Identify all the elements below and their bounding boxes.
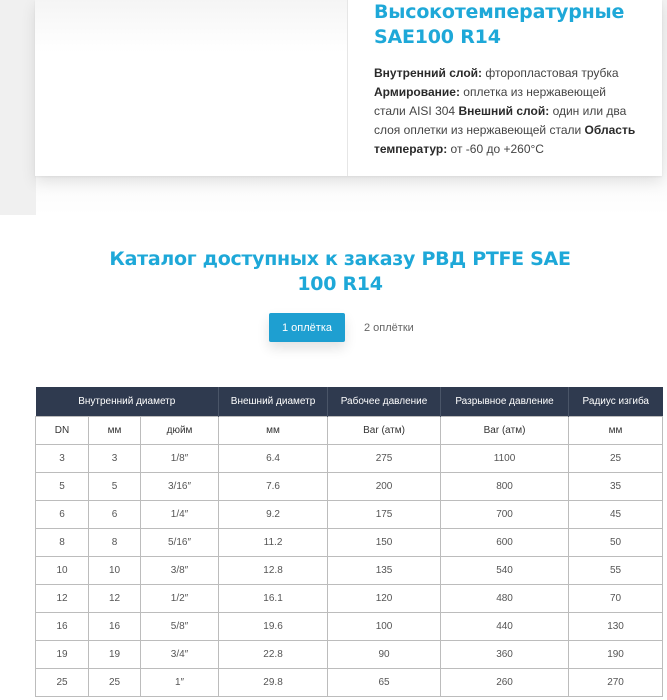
spec-value-temperature: от -60 до +260°C (447, 142, 544, 156)
cell-mm: 16 (89, 612, 141, 640)
cell-outer: 6.4 (219, 444, 328, 472)
unit-dn: DN (36, 416, 89, 444)
cell-burst: 600 (441, 528, 569, 556)
cell-dn: 16 (36, 612, 89, 640)
cell-mm: 6 (89, 500, 141, 528)
cell-mm: 10 (89, 556, 141, 584)
cell-mm: 25 (89, 668, 141, 696)
cell-dn: 19 (36, 640, 89, 668)
cell-working: 135 (328, 556, 441, 584)
cell-outer: 12.8 (219, 556, 328, 584)
product-card-body (348, 0, 662, 176)
table-units-row (36, 416, 663, 444)
header-working-pressure: Рабочее давление (328, 387, 441, 416)
cell-mm: 12 (89, 584, 141, 612)
cell-inch: 3/4″ (141, 640, 219, 668)
tab-2-braids[interactable]: 2 оплётки (364, 321, 414, 334)
cell-outer: 19.6 (219, 612, 328, 640)
table-row (36, 500, 663, 528)
cell-burst: 800 (441, 472, 569, 500)
cell-inch: 5/16″ (141, 528, 219, 556)
cell-dn: 8 (36, 528, 89, 556)
cell-working: 120 (328, 584, 441, 612)
header-burst-pressure: Разрывное давление (441, 387, 569, 416)
unit-mm: мм (89, 416, 141, 444)
braid-tabs (269, 313, 414, 342)
background-shade-left (0, 0, 36, 215)
unit-outer-mm: мм (219, 416, 328, 444)
cell-burst: 440 (441, 612, 569, 640)
cell-inch: 1/8″ (141, 444, 219, 472)
product-specs (374, 64, 636, 159)
table-row (36, 584, 663, 612)
cell-mm: 3 (89, 444, 141, 472)
cell-burst: 700 (441, 500, 569, 528)
spec-value-outer-layer: один или два слоя оплетки из нержавеющей стали (374, 104, 627, 137)
catalog-title: Каталог доступных к заказу РВД PTFE SAE 100 R14 (109, 248, 571, 295)
cell-dn: 5 (36, 472, 89, 500)
cell-mm: 5 (89, 472, 141, 500)
cell-radius: 50 (569, 528, 663, 556)
header-bend-radius: Радиус изгиба (569, 387, 663, 416)
cell-burst: 360 (441, 640, 569, 668)
catalog-table (35, 387, 663, 697)
cell-burst: 480 (441, 584, 569, 612)
cell-radius: 190 (569, 640, 663, 668)
product-card (35, 0, 662, 176)
table-group-header-row (36, 387, 663, 416)
unit-burst-bar: Bar (атм) (441, 416, 569, 444)
product-title: Высокотемпературные SAE100 R14 (374, 1, 625, 48)
cell-radius: 35 (569, 472, 663, 500)
table-row (36, 668, 663, 696)
cell-radius: 45 (569, 500, 663, 528)
header-outer-diameter: Внешний диаметр (219, 387, 328, 416)
cell-outer: 16.1 (219, 584, 328, 612)
unit-working-bar: Bar (атм) (328, 416, 441, 444)
cell-working: 150 (328, 528, 441, 556)
table-row (36, 528, 663, 556)
cell-outer: 7.6 (219, 472, 328, 500)
cell-radius: 130 (569, 612, 663, 640)
header-inner-diameter: Внутренний диаметр (36, 387, 219, 416)
spec-label-temperature: Область температур: (374, 123, 636, 156)
cell-working: 65 (328, 668, 441, 696)
cell-outer: 22.8 (219, 640, 328, 668)
product-image (35, 0, 348, 176)
table-row (36, 472, 663, 500)
cell-dn: 12 (36, 584, 89, 612)
table-row (36, 556, 663, 584)
cell-inch: 1″ (141, 668, 219, 696)
spec-value-reinforcement: оплетка из нержавеющей стали AISI 304 (374, 85, 606, 118)
cell-inch: 5/8″ (141, 612, 219, 640)
cell-burst: 260 (441, 668, 569, 696)
cell-inch: 1/2″ (141, 584, 219, 612)
cell-mm: 8 (89, 528, 141, 556)
cell-inch: 3/8″ (141, 556, 219, 584)
cell-working: 275 (328, 444, 441, 472)
cell-working: 90 (328, 640, 441, 668)
cell-outer: 11.2 (219, 528, 328, 556)
tab-1-braid[interactable]: 1 оплётка (269, 313, 345, 342)
cell-inch: 3/16″ (141, 472, 219, 500)
cell-inch: 1/4″ (141, 500, 219, 528)
cell-working: 175 (328, 500, 441, 528)
cell-radius: 55 (569, 556, 663, 584)
cell-outer: 9.2 (219, 500, 328, 528)
cell-radius: 270 (569, 668, 663, 696)
spec-label-reinforcement: Армирование: (374, 85, 460, 99)
table-row (36, 612, 663, 640)
cell-burst: 1100 (441, 444, 569, 472)
table-row (36, 640, 663, 668)
cell-dn: 3 (36, 444, 89, 472)
cell-working: 100 (328, 612, 441, 640)
spec-value-inner-layer: фторопластовая трубка (482, 66, 619, 80)
cell-dn: 6 (36, 500, 89, 528)
cell-mm: 19 (89, 640, 141, 668)
unit-radius-mm: мм (569, 416, 663, 444)
cell-burst: 540 (441, 556, 569, 584)
unit-inch: дюйм (141, 416, 219, 444)
cell-radius: 70 (569, 584, 663, 612)
cell-outer: 29.8 (219, 668, 328, 696)
cell-working: 200 (328, 472, 441, 500)
table-row (36, 444, 663, 472)
spec-label-outer-layer: Внешний слой: (458, 104, 550, 118)
spec-label-inner-layer: Внутренний слой: (374, 66, 483, 80)
cell-dn: 10 (36, 556, 89, 584)
cell-dn: 25 (36, 668, 89, 696)
cell-radius: 25 (569, 444, 663, 472)
